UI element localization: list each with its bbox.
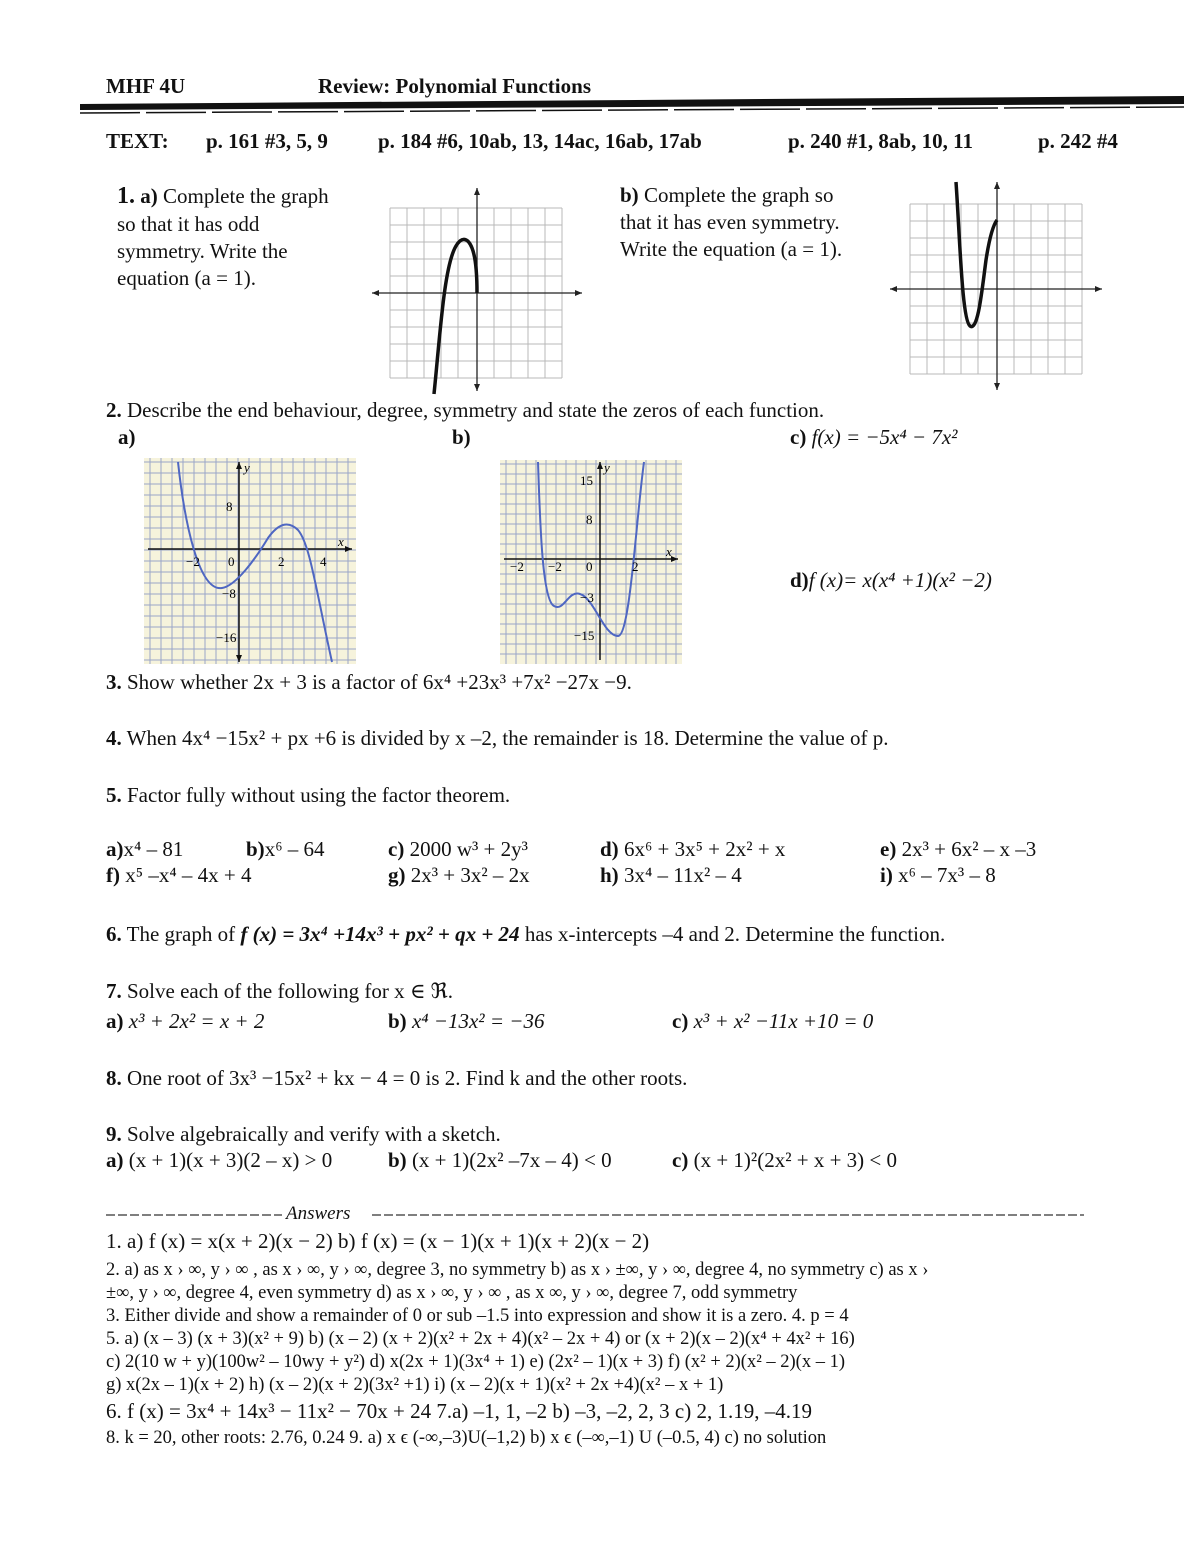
graph-2a-x-tick: 2 xyxy=(278,554,285,569)
q8-text: 8. One root of 3x³ −15x² + kx − 4 = 0 is 2. Find k and the other roots. xyxy=(106,1066,688,1090)
q5-item: f) x⁵ –x⁴ – 4x + 4 xyxy=(106,863,252,887)
graph-2a-y-tick: −8 xyxy=(222,586,236,601)
q7-text: 7. Solve each of the following for x ∈ ℜ. xyxy=(106,979,453,1003)
q2-b-label: b) xyxy=(452,425,471,449)
q5-item: i) x⁶ – 7x³ – 8 xyxy=(880,863,996,887)
answer-line: 2. a) as x › ∞, y › ∞ , as x › ∞, y › ∞, degree 3, no symmetry b) as x › ±∞, y › ∞, degree 4, no symmetry c) as x › xyxy=(106,1260,929,1280)
q1-b-text: b) Complete the graph so that it has even symmetry. Write the equation (a = 1). xyxy=(620,183,843,261)
q9-a: a) (x + 1)(x + 3)(2 – x) > 0 xyxy=(106,1148,333,1172)
course-code: MHF 4U xyxy=(106,74,186,98)
q5-item: b)x⁶ – 64 xyxy=(246,837,325,861)
graph-2b-x-tick: −2 xyxy=(510,559,524,574)
graph-2b-y-tick: 8 xyxy=(586,512,593,527)
text-ref-2: p. 184 #6, 10ab, 13, 14ac, 16ab, 17ab xyxy=(378,129,702,153)
page-title: Review: Polynomial Functions xyxy=(318,74,591,98)
answer-line: 3. Either divide and show a remainder of 0 or sub –1.5 into expression and show it is a zero. 4. p = 4 xyxy=(106,1306,849,1326)
graph-2a-x-tick: −2 xyxy=(186,554,200,569)
answer-line: 8. k = 20, other roots: 2.76, 0.24 9. a) x ϵ (-∞,–3)U(–1,2) b) x ϵ (–∞,–1) U (–0.5, 4) c) no solution xyxy=(106,1428,827,1448)
answer-line: g) x(2x – 1)(x + 2) h) (x – 2)(x + 2)(3x² +1) i) (x – 2)(x + 1)(x² + 2x +4)(x² – x + 1) xyxy=(106,1375,724,1395)
q2-text: 2. Describe the end behaviour, degree, symmetry and state the zeros of each function. xyxy=(106,398,825,422)
q7-a: a) x³ + 2x² = x + 2 xyxy=(106,1009,265,1033)
text-ref-4: p. 242 #4 xyxy=(1038,129,1118,153)
graph-2b-x-axis: x xyxy=(666,544,672,559)
q2-c: c) f(x) = −5x⁴ − 7x² xyxy=(790,425,958,449)
answer-line: 5. a) (x – 3) (x + 3)(x² + 9) b) (x – 2) (x + 2)(x² + 2x + 4)(x² – 2x + 4) or (x + 2)(x – 2)(x⁴ + 4x² + 16) xyxy=(106,1329,855,1349)
graph-2b-y-tick: −3 xyxy=(580,590,594,605)
q2-a-label: a) xyxy=(118,425,136,449)
q9-b: b) (x + 1)(2x² –7x – 4) < 0 xyxy=(388,1148,612,1172)
graph-2a-y-tick: 8 xyxy=(226,499,233,514)
q5-item: a)x⁴ – 81 xyxy=(106,837,184,861)
graph-2a-y-tick: −16 xyxy=(216,630,237,645)
graph-2b-x-tick: 0 xyxy=(586,559,593,574)
text-ref-3: p. 240 #1, 8ab, 10, 11 xyxy=(788,129,973,153)
graph-2a-x-axis: x xyxy=(338,534,344,549)
q5-item: d) 6x⁶ + 3x⁵ + 2x² + x xyxy=(600,837,786,861)
answer-line: c) 2(10 w + y)(100w² – 10wy + y²) d) x(2x + 1)(3x⁴ + 1) e) (2x² – 1)(x + 3) f) (x² + 2)(x² – 2)(x – 1) xyxy=(106,1352,845,1372)
text-label: TEXT: xyxy=(106,129,169,153)
q9-text: 9. Solve algebraically and verify with a sketch. xyxy=(106,1122,501,1146)
q7-c: c) x³ + x² −11x +10 = 0 xyxy=(672,1009,874,1033)
graph-2a-x-tick: 0 xyxy=(228,554,235,569)
graph-2a-x-tick: 4 xyxy=(320,554,327,569)
q4-text: 4. When 4x⁴ −15x² + px +6 is divided by x –2, the remainder is 18. Determine the value of p. xyxy=(106,726,889,750)
q1-a-text: 1. a) Complete the graph so that it has odd symmetry. Write the equation (a = 1). xyxy=(117,183,329,290)
q7-b: b) x⁴ −13x² = −36 xyxy=(388,1009,545,1033)
answer-line: 1. a) f (x) = x(x + 2)(x − 2) b) f (x) = (x − 1)(x + 1)(x + 2)(x − 2) xyxy=(106,1229,650,1253)
graph-2b-y-tick: 15 xyxy=(580,473,593,488)
answers-heading: Answers xyxy=(286,1203,351,1224)
q2-d: d)f (x)= x(x⁴ +1)(x² −2) xyxy=(790,568,992,592)
answer-line: 6. f (x) = 3x⁴ + 14x³ − 11x² − 70x + 24 7.a) –1, 1, –2 b) –3, –2, 2, 3 c) 2, 1.19, –4.19 xyxy=(106,1399,812,1423)
q9-c: c) (x + 1)²(2x² + x + 3) < 0 xyxy=(672,1148,898,1172)
q3-text: 3. Show whether 2x + 3 is a factor of 6x⁴ +23x³ +7x² −27x −9. xyxy=(106,670,632,694)
graph-2b-y-tick: −15 xyxy=(574,628,595,643)
q5-item: e) 2x³ + 6x² – x –3 xyxy=(880,837,1037,861)
answer-line: ±∞, y › ∞, degree 4, even symmetry d) as x › ∞, y › ∞ , as x ∞, y › ∞, degree 7, odd symmetry xyxy=(106,1283,798,1303)
q6-text: 6. The graph of f (x) = 3x⁴ +14x³ + px² + qx + 24 has x-intercepts –4 and 2. Determine the function. xyxy=(106,922,946,946)
graph-2a-y-axis: y xyxy=(244,460,250,475)
graph-2b-x-tick: −2 xyxy=(548,559,562,574)
q5-item: c) 2000 w³ + 2y³ xyxy=(388,837,528,861)
graph-2b-x-tick: 2 xyxy=(632,559,639,574)
q5-item: g) 2x³ + 3x² – 2x xyxy=(388,863,530,887)
graph-2b-y-axis: y xyxy=(604,460,610,475)
q5-text: 5. Factor fully without using the factor theorem. xyxy=(106,783,511,807)
q5-item: h) 3x⁴ – 11x² – 4 xyxy=(600,863,742,887)
text-ref-1: p. 161 #3, 5, 9 xyxy=(206,129,328,153)
